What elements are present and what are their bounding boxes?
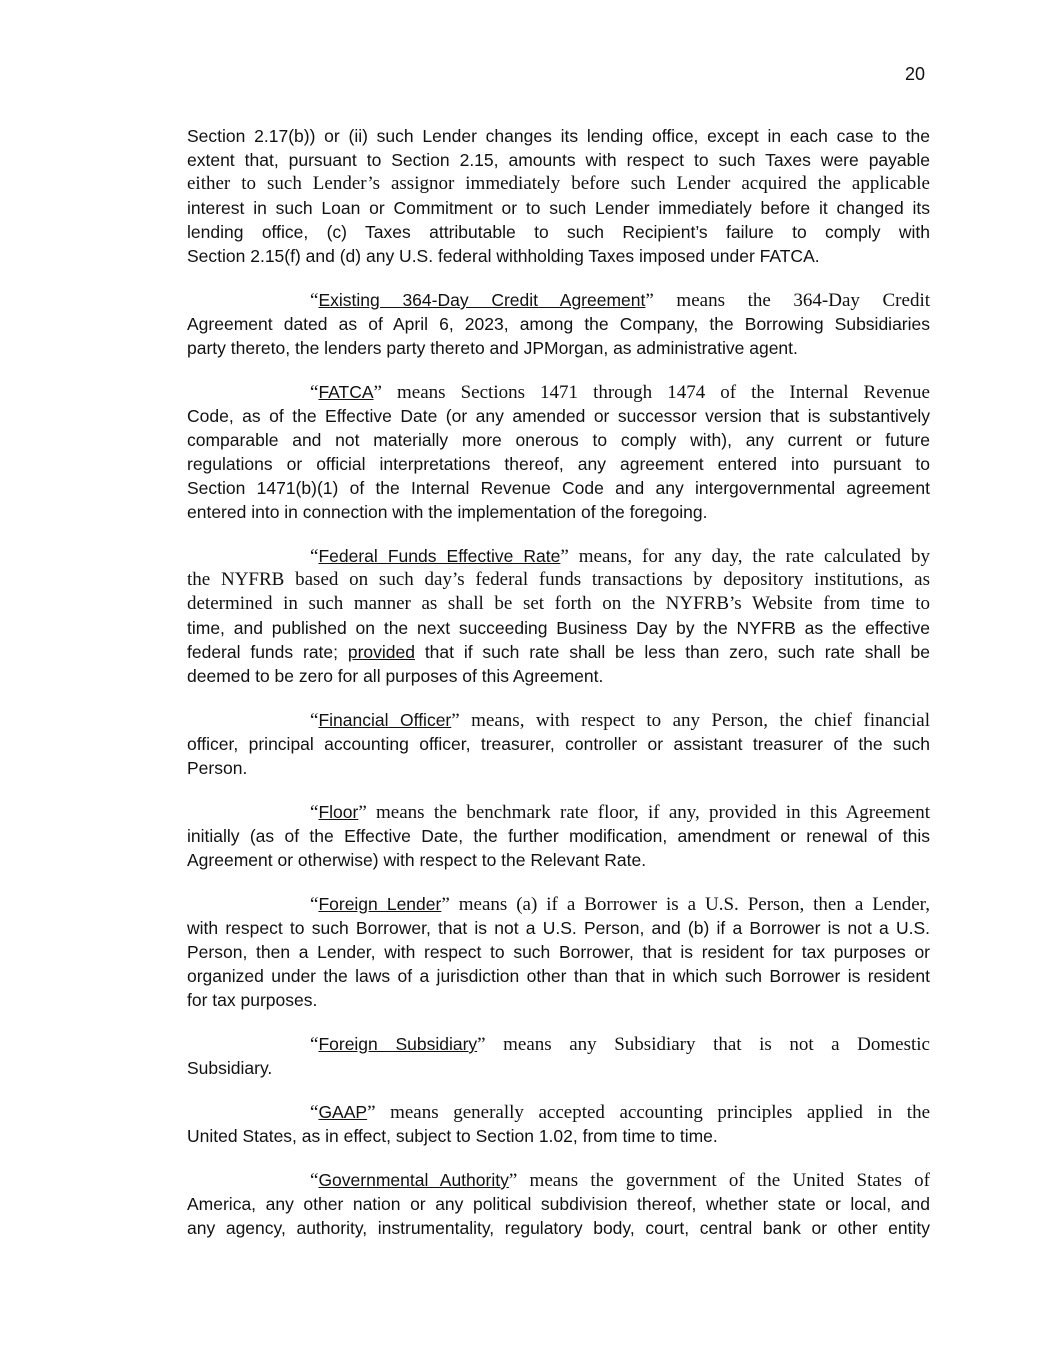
definition-paragraph (187, 800, 930, 872)
defined-term: Federal Funds Effective Rate (318, 546, 561, 566)
text-line: interest in such Loan or Commitment or to such Lender immediately before it changed its (187, 198, 930, 218)
definition-paragraph (187, 1032, 930, 1080)
text-line: regulations or official interpretations thereof, any agreement entered into pursuant to (187, 454, 930, 474)
text-line: extent that, pursuant to Section 2.15, amounts with respect to such Taxes were payable (187, 150, 930, 170)
definition-first-line (187, 800, 930, 824)
text-line: the NYFRB based on such day’s federal funds transactions by depository institutions, as (187, 569, 930, 590)
text-line: Section 2.17(b)) or (ii) such Lender changes its lending office, except in each case to the (187, 126, 930, 146)
document-body (187, 124, 930, 1260)
open-quote: “ (310, 710, 319, 731)
definition-text: ” means any Subsidiary that is not a Domestic (477, 1034, 930, 1055)
defined-term: FATCA (318, 382, 374, 402)
open-quote: “ (310, 382, 319, 403)
text-line: United States, as in effect, subject to Section 1.02, from time to time. (187, 1126, 718, 1146)
text-line: organized under the laws of a jurisdiction other than that in which such Borrower is resident (187, 966, 930, 986)
open-quote: “ (310, 546, 319, 567)
text-line: Agreement or otherwise) with respect to the Relevant Rate. (187, 850, 647, 870)
open-quote: “ (310, 802, 319, 823)
defined-term: Foreign Subsidiary (318, 1034, 478, 1054)
text-line: Section 2.15(f) and (d) any U.S. federal withholding Taxes imposed under FATCA. (187, 246, 820, 266)
open-quote: “ (310, 894, 319, 915)
text-line: entered into in connection with the implementation of the foregoing. (187, 502, 708, 522)
defined-term: Existing 364-Day Credit Agreement (318, 290, 646, 310)
open-quote: “ (310, 1034, 319, 1055)
open-quote: “ (310, 1170, 319, 1191)
definition-text: ” means, for any day, the rate calculated by (560, 546, 930, 567)
definition-text: ” means generally accepted accounting principles applied in the (367, 1102, 930, 1123)
definition-first-line (187, 1032, 930, 1056)
definition-first-line (187, 380, 930, 404)
defined-term: GAAP (318, 1102, 368, 1122)
definition-text: ” means the benchmark rate floor, if any, provided in this Agreement (358, 802, 930, 823)
definition-text: ” means, with respect to any Person, the chief financial (451, 710, 930, 731)
text-line: comparable and not materially more onerous to comply with), any current or future (187, 430, 930, 450)
definition-first-line (187, 1168, 930, 1192)
text-line: Agreement dated as of April 6, 2023, among the Company, the Borrowing Subsidiaries (187, 314, 930, 334)
text-line: Person. (187, 758, 248, 778)
definition-paragraph (187, 892, 930, 1012)
continued-paragraph (187, 124, 930, 268)
definition-first-line (187, 544, 930, 568)
defined-term: Financial Officer (318, 710, 452, 730)
text-line: Section 1471(b)(1) of the Internal Revenue Code and any intergovernmental agreement (187, 478, 930, 498)
defined-term: Floor (318, 802, 359, 822)
defined-term: Foreign Lender (318, 894, 442, 914)
definition-paragraph (187, 288, 930, 360)
definition-paragraph (187, 544, 930, 688)
definition-text: ” means (a) if a Borrower is a U.S. Person, then a Lender, (441, 894, 930, 915)
definition-first-line (187, 1100, 930, 1124)
definition-text: ” means Sections 1471 through 1474 of the Internal Revenue (373, 382, 930, 403)
definition-paragraph (187, 1100, 930, 1148)
definition-text: ” means the 364-Day Credit (645, 290, 931, 311)
text-line: for tax purposes. (187, 990, 318, 1010)
text-line: Subsidiary. (187, 1058, 273, 1078)
definition-first-line (187, 892, 930, 916)
emphasized-word: provided (347, 642, 415, 662)
text-line: initially (as of the Effective Date, the further modification, amendment or renewal of this (187, 826, 930, 846)
text-line: party thereto, the lenders party thereto and JPMorgan, as administrative agent. (187, 338, 798, 358)
open-quote: “ (310, 290, 319, 311)
definition-paragraph (187, 1168, 930, 1240)
text-line: either to such Lender’s assignor immediately before such Lender acquired the applicable (187, 173, 930, 194)
text-line: deemed to be zero for all purposes of this Agreement. (187, 666, 604, 686)
open-quote: “ (310, 1102, 319, 1123)
definition-first-line (187, 708, 930, 732)
text-line: determined in such manner as shall be set forth on the NYFRB’s Website from time to (187, 593, 930, 614)
text-line: Code, as of the Effective Date (or any amended or successor version that is substantively (187, 406, 930, 426)
text-line: Person, then a Lender, with respect to such Borrower, that is resident for tax purposes or (187, 942, 930, 962)
text-line: lending office, (c) Taxes attributable to such Recipient’s failure to comply with (187, 222, 930, 242)
definition-paragraph (187, 708, 930, 780)
page-number: 20 (905, 64, 926, 84)
text-line: time, and published on the next succeeding Business Day by the NYFRB as the effective (187, 618, 930, 638)
text-line: officer, principal accounting officer, treasurer, controller or assistant treasurer of the such (187, 734, 930, 754)
text-line: federal funds rate; provided that if such rate shall be less than zero, such rate shall be (187, 642, 931, 662)
definition-text: ” means the government of the United States of (508, 1170, 930, 1191)
definition-first-line (187, 288, 930, 312)
text-line: any agency, authority, instrumentality, regulatory body, court, central bank or other entity (187, 1218, 930, 1238)
text-line: with respect to such Borrower, that is not a U.S. Person, and (b) if a Borrower is not a U.S. (187, 918, 930, 938)
text-line: America, any other nation or any political subdivision thereof, whether state or local, and (187, 1194, 930, 1214)
defined-term: Governmental Authority (318, 1170, 509, 1190)
definition-paragraph (187, 380, 930, 524)
